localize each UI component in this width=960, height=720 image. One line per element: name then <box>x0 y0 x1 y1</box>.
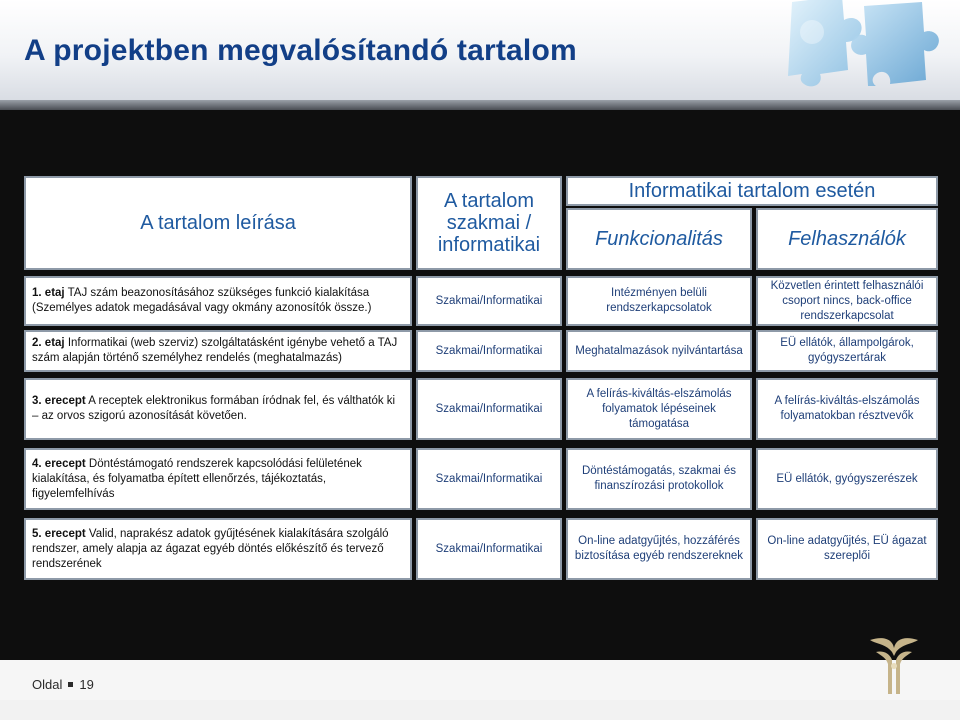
row-3-text: A receptek elektronikus formában íródnak fel, és válthatók ki – az orvos szigorú azonosítását követően. <box>32 395 396 422</box>
header-type <box>416 176 562 270</box>
table-row-3-description <box>24 378 412 440</box>
row-5-code: erecept <box>44 527 86 540</box>
row-2-code: etaj <box>44 337 65 349</box>
header-divider <box>0 100 960 110</box>
row-1-text: TAJ szám beazonosításához szükséges funkció kialakítása (Személyes adatok megadásával vagy okmány azonosítók össze.) <box>32 287 372 314</box>
footer-bar <box>0 700 960 720</box>
table-row-5-type <box>416 518 562 580</box>
row-3-num: 3. <box>32 395 42 407</box>
table-row-2-type <box>416 330 562 372</box>
header-type-label: A tartalom szakmai / informatikai <box>437 190 541 256</box>
header-functionality <box>566 208 752 270</box>
page-value: 19 <box>79 677 94 692</box>
header-description-label: A tartalom leírása <box>140 212 296 234</box>
header-users <box>756 208 938 270</box>
row-5-text: Valid, naprakész adatok gyűjtésének kialakítására szolgáló rendszer, amely alapja az ágazat egyéb döntés előkészítő és tervező rendszerének <box>32 527 389 570</box>
puzzle-pieces-icon <box>772 0 952 96</box>
row-4-code: erecept <box>44 457 86 470</box>
row-2-num: 2. <box>32 337 42 349</box>
table-row-1-users <box>756 276 938 326</box>
row-1-num: 1. <box>32 287 42 299</box>
row-3-users: A felírás-kiváltás-elszámolás folyamatokban résztvevők <box>774 395 920 422</box>
table-row-2-users <box>756 330 938 372</box>
slide-header <box>0 0 960 100</box>
table-row-4-type <box>416 448 562 510</box>
row-3-type: Szakmai/Informatikai <box>435 402 543 415</box>
row-1-code: etaj <box>44 287 65 299</box>
organization-logo-icon <box>862 630 926 700</box>
row-5-num: 5. <box>32 527 42 540</box>
row-3-code: erecept <box>44 395 86 407</box>
table-row-5-functionality <box>566 518 752 580</box>
page-number <box>32 677 94 692</box>
row-5-users: On-line adatgyűjtés, EÜ ágazat szereplői <box>767 535 927 562</box>
table-row-2-description <box>24 330 412 372</box>
table-row-3-type <box>416 378 562 440</box>
row-2-functionality: Meghatalmazások nyilvántartása <box>575 344 743 357</box>
header-group <box>566 176 938 206</box>
row-4-type: Szakmai/Informatikai <box>435 472 543 485</box>
table-row-2-functionality <box>566 330 752 372</box>
table-row-3-functionality <box>566 378 752 440</box>
row-2-users: EÜ ellátók, állampolgárok, gyógyszertárak <box>780 337 914 364</box>
row-3-functionality: A felírás-kiváltás-elszámolás folyamatok lépéseinek támogatása <box>586 387 732 430</box>
table-row-4-functionality <box>566 448 752 510</box>
header-users-label: Felhasználók <box>788 227 906 250</box>
row-4-num: 4. <box>32 457 42 470</box>
row-1-type: Szakmai/Informatikai <box>435 294 543 307</box>
page-label: Oldal <box>32 677 63 692</box>
page-title: A projektben megvalósítandó tartalom <box>24 34 577 67</box>
header-group-label: Informatikai tartalom esetén <box>628 179 876 202</box>
row-2-type: Szakmai/Informatikai <box>435 344 543 357</box>
table-row-1-type <box>416 276 562 326</box>
header-description <box>24 176 412 270</box>
row-4-text: Döntéstámogató rendszerek kapcsolódási felületének kialakítása, és folyamatba épített ellenőrzés, tájékoztatás, figyelemfelhívás <box>32 457 362 500</box>
table-row-1-functionality <box>566 276 752 326</box>
bullet-square-icon <box>68 682 73 687</box>
row-1-users: Közvetlen érintett felhasználói csoport nincs, back-office rendszerkapcsolat <box>770 279 924 322</box>
row-1-functionality: Intézményen belüli rendszerkapcsolatok <box>606 287 712 314</box>
row-5-functionality: On-line adatgyűjtés, hozzáférés biztosítása egyéb rendszereknek <box>574 535 744 562</box>
table-row-5-users <box>756 518 938 580</box>
table-row-3-users <box>756 378 938 440</box>
row-5-type: Szakmai/Informatikai <box>435 542 543 555</box>
table-row-1-description <box>24 276 412 326</box>
row-4-functionality: Döntéstámogatás, szakmai és finanszírozási protokollok <box>581 465 737 492</box>
table-row-4-description <box>24 448 412 510</box>
row-4-users: EÜ ellátók, gyógyszerészek <box>776 472 918 485</box>
row-2-text: Informatikai (web szerviz) szolgáltatásként igénybe vehető a TAJ szám alapján történő személyhez rendelés (meghatalmazás) <box>32 337 398 364</box>
table-row-4-users <box>756 448 938 510</box>
header-functionality-label: Funkcionalitás <box>595 227 723 250</box>
table-row-5-description <box>24 518 412 580</box>
footer-panel <box>0 660 960 700</box>
